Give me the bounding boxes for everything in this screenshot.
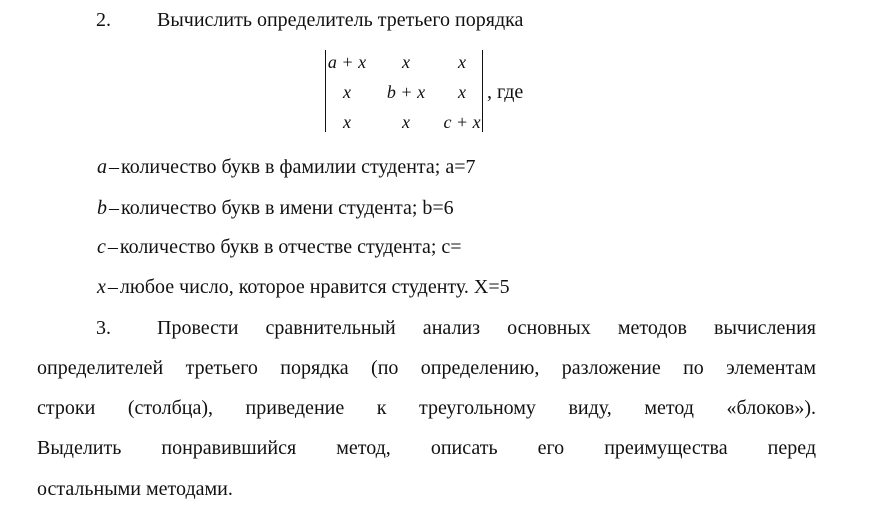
task2-number: 2. bbox=[96, 9, 111, 31]
definition-x bbox=[97, 275, 510, 299]
definition-dash: – bbox=[107, 236, 118, 258]
det-cell-3-3: c + x bbox=[443, 112, 481, 132]
task3-line-4: Выделить понравившийся метод, описать его преимущества перед bbox=[37, 437, 816, 459]
determinant-left-bar bbox=[325, 50, 326, 132]
det-cell-3-2: x bbox=[402, 112, 410, 132]
determinant-right-bar bbox=[482, 50, 483, 132]
task3-number: 3. bbox=[96, 317, 111, 339]
task3-line-3: строки (столбца), приведение к треугольному виду, метод «блоков»). bbox=[37, 397, 816, 419]
task2-heading bbox=[96, 8, 111, 32]
det-cell-2-2: b + x bbox=[386, 82, 426, 102]
task3-line-2: определителей третьего порядка (по определению, разложение по элементам bbox=[37, 357, 816, 379]
task2-title: Вычислить определитель третьего порядка bbox=[157, 9, 524, 31]
definition-dash: – bbox=[109, 156, 119, 178]
definition-b bbox=[97, 196, 454, 220]
det-cell-3-1: x bbox=[343, 112, 351, 132]
definition-dash: – bbox=[107, 276, 118, 298]
det-cell-1-1: a + x bbox=[327, 52, 367, 72]
definition-c bbox=[97, 235, 462, 259]
definition-a bbox=[97, 155, 476, 179]
definition-text: количество букв в отчестве студента; c= bbox=[119, 236, 462, 258]
definition-var: x bbox=[97, 276, 106, 298]
det-cell-2-3: x bbox=[458, 82, 466, 102]
definition-text: количество букв в имени студента; b=6 bbox=[121, 197, 454, 219]
definition-var: a bbox=[97, 156, 107, 178]
definition-text: количество букв в фамилии студента; a=7 bbox=[121, 156, 476, 178]
determinant bbox=[325, 50, 483, 132]
determinant-suffix: , где bbox=[487, 81, 524, 103]
definition-dash: – bbox=[109, 197, 119, 219]
definition-text: любое число, которое нравится студенту. X=5 bbox=[119, 276, 510, 298]
det-cell-2-1: x bbox=[343, 82, 351, 102]
definition-var: b bbox=[97, 197, 107, 219]
definition-var: c bbox=[97, 236, 106, 258]
det-cell-1-2: x bbox=[402, 52, 410, 72]
task3-line-5: остальными методами. bbox=[37, 478, 233, 500]
det-cell-1-3: x bbox=[458, 52, 466, 72]
task3-line-1: Провести сравнительный анализ основных методов вычисления bbox=[157, 317, 816, 339]
